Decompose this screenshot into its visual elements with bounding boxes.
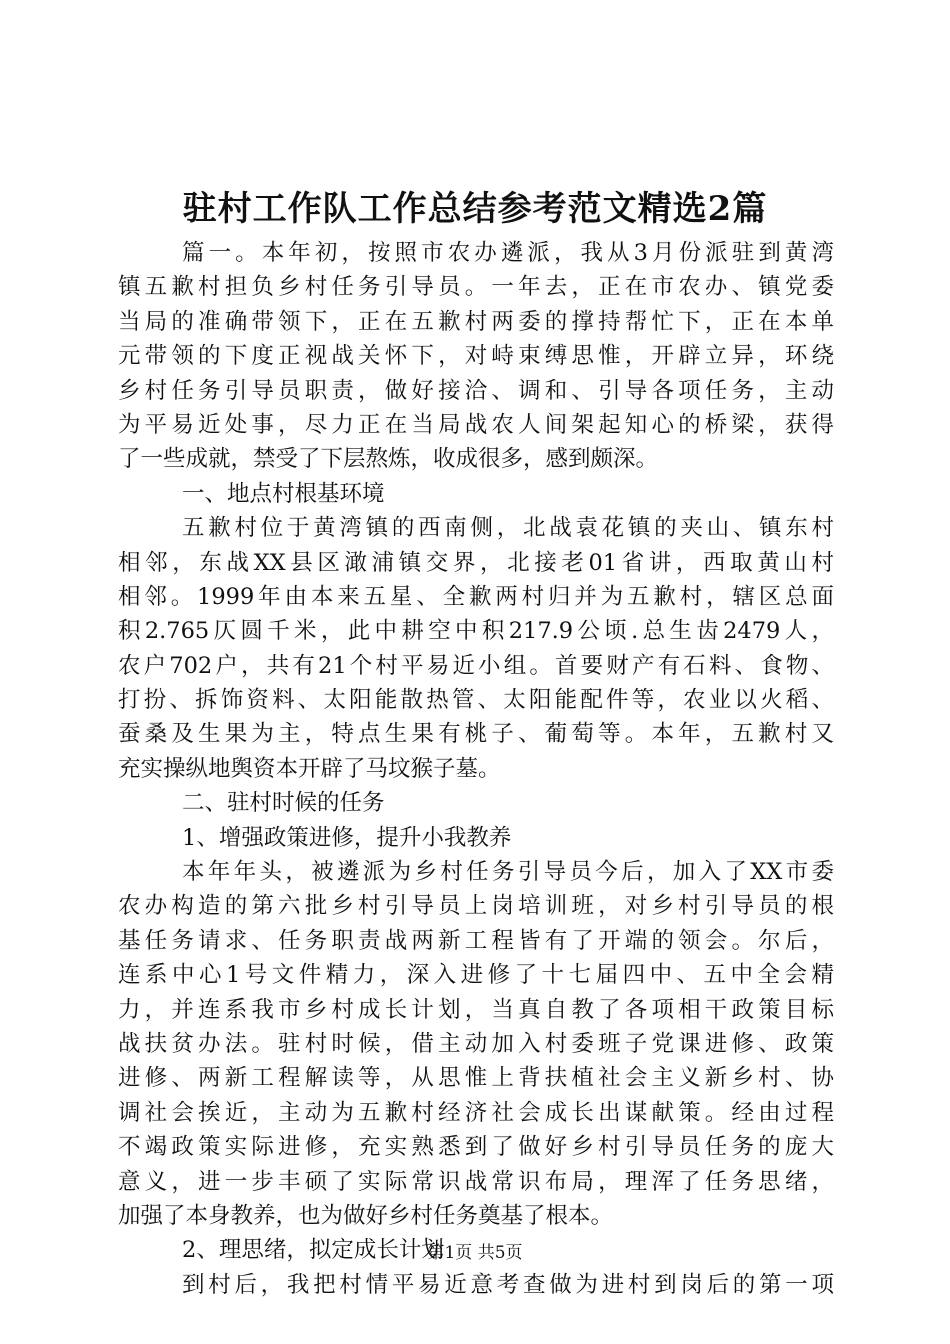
- body-line: 力，并连系我市乡村成长计划，当真自教了各项相干政策目标: [118, 996, 834, 1023]
- body-line: 相邻。1999年由本来五星、全歉两村归并为五歉村，辖区总面: [118, 583, 834, 610]
- body-line: 进修、两新工程解读等，从思惟上背扶植社会主义新乡村、协: [118, 1065, 834, 1092]
- body-line: 一、地点村根基环境: [182, 480, 385, 507]
- body-line: 调社会挨近，主动为五歉村经济社会成长出谋献策。经由过程: [118, 1099, 834, 1126]
- body-line: 战扶贫办法。驻村时候，借主动加入村委班子党课进修、政策: [118, 1030, 834, 1057]
- body-line: 农办构造的第六批乡村引导员上岗培训班，对乡村引导员的根: [118, 893, 834, 920]
- body-line: 二、驻村时候的任务: [182, 790, 385, 817]
- body-line: 2、理思绪，拟定成长计划: [182, 1237, 444, 1264]
- body-line: 连系中心1号文件精力，深入进修了十七届四中、五中全会精: [118, 962, 834, 989]
- body-line: 1、增强政策进修，提升小我教养: [182, 824, 512, 851]
- body-line: 五歉村位于黄湾镇的西南侧，北战袁花镇的夹山、镇东村: [182, 515, 834, 542]
- body-line: 篇一。本年初，按照市农办遴派，我从3月份派驻到黄湾: [182, 240, 834, 266]
- body-line: 元带领的下度正视战关怀下，对峙束缚思惟，开辟立异，环绕: [118, 343, 834, 370]
- body-line: 本年年头，被遴派为乡村任务引导员今后，加入了XX市委: [182, 859, 834, 886]
- body-line: 相邻，东战XX县区澉浦镇交界，北接老01省讲，西取黄山村: [118, 549, 834, 576]
- body-line: 蚕桑及生果为主，特点生果有桃子、葡萄等。本年，五歉村又: [118, 721, 834, 748]
- page-footer: 第1页 共5页: [427, 1243, 523, 1263]
- body-line: 镇五歉村担负乡村任务引导员。一年去，正在市农办、镇党委: [118, 274, 834, 301]
- document-body: [118, 236, 834, 1302]
- body-line: 乡村任务引导员职责，做好接洽、调和、引导各项任务，主动: [118, 377, 834, 404]
- body-line: 到村后，我把村情平易近意考查做为进村到岗后的第一项: [182, 1271, 834, 1298]
- body-line: 积2.765仄圆千米，此中耕空中积217.9公顷.总生齿2479人，: [118, 618, 834, 645]
- body-line: 加强了本身教养，也为做好乡村任务奠基了根本。: [118, 1202, 614, 1229]
- body-line: 当局的准确带领下，正在五歉村两委的撑持帮忙下，正在本单: [118, 308, 834, 335]
- body-line: 基任务请求、任务职责战两新工程皆有了开端的领会。尔后，: [118, 927, 834, 954]
- body-line: 充实操纵地舆资本开辟了马坟猴子墓。: [118, 755, 501, 782]
- body-line: 意义，进一步丰硕了实际常识战常识布局，理浑了任务思绪，: [118, 1168, 834, 1195]
- body-line: 了一些成就，禁受了下层熬炼，收成很多，感到颇深。: [118, 446, 659, 473]
- body-line: 为平易近处事，尽力正在当局战农人间架起知心的桥梁，获得: [118, 411, 834, 438]
- body-line: 农户702户，共有21个村平易近小组。首要财产有石料、食物、: [118, 652, 834, 679]
- body-line: 不竭政策实际进修，充实熟悉到了做好乡村引导员任务的庞大: [118, 1134, 834, 1161]
- body-line: 打扮、拆饰资料、太阳能散热管、太阳能配件等，农业以火稻、: [118, 687, 834, 714]
- document-title: 驻村工作队工作总结参考范文精选2篇: [182, 189, 768, 229]
